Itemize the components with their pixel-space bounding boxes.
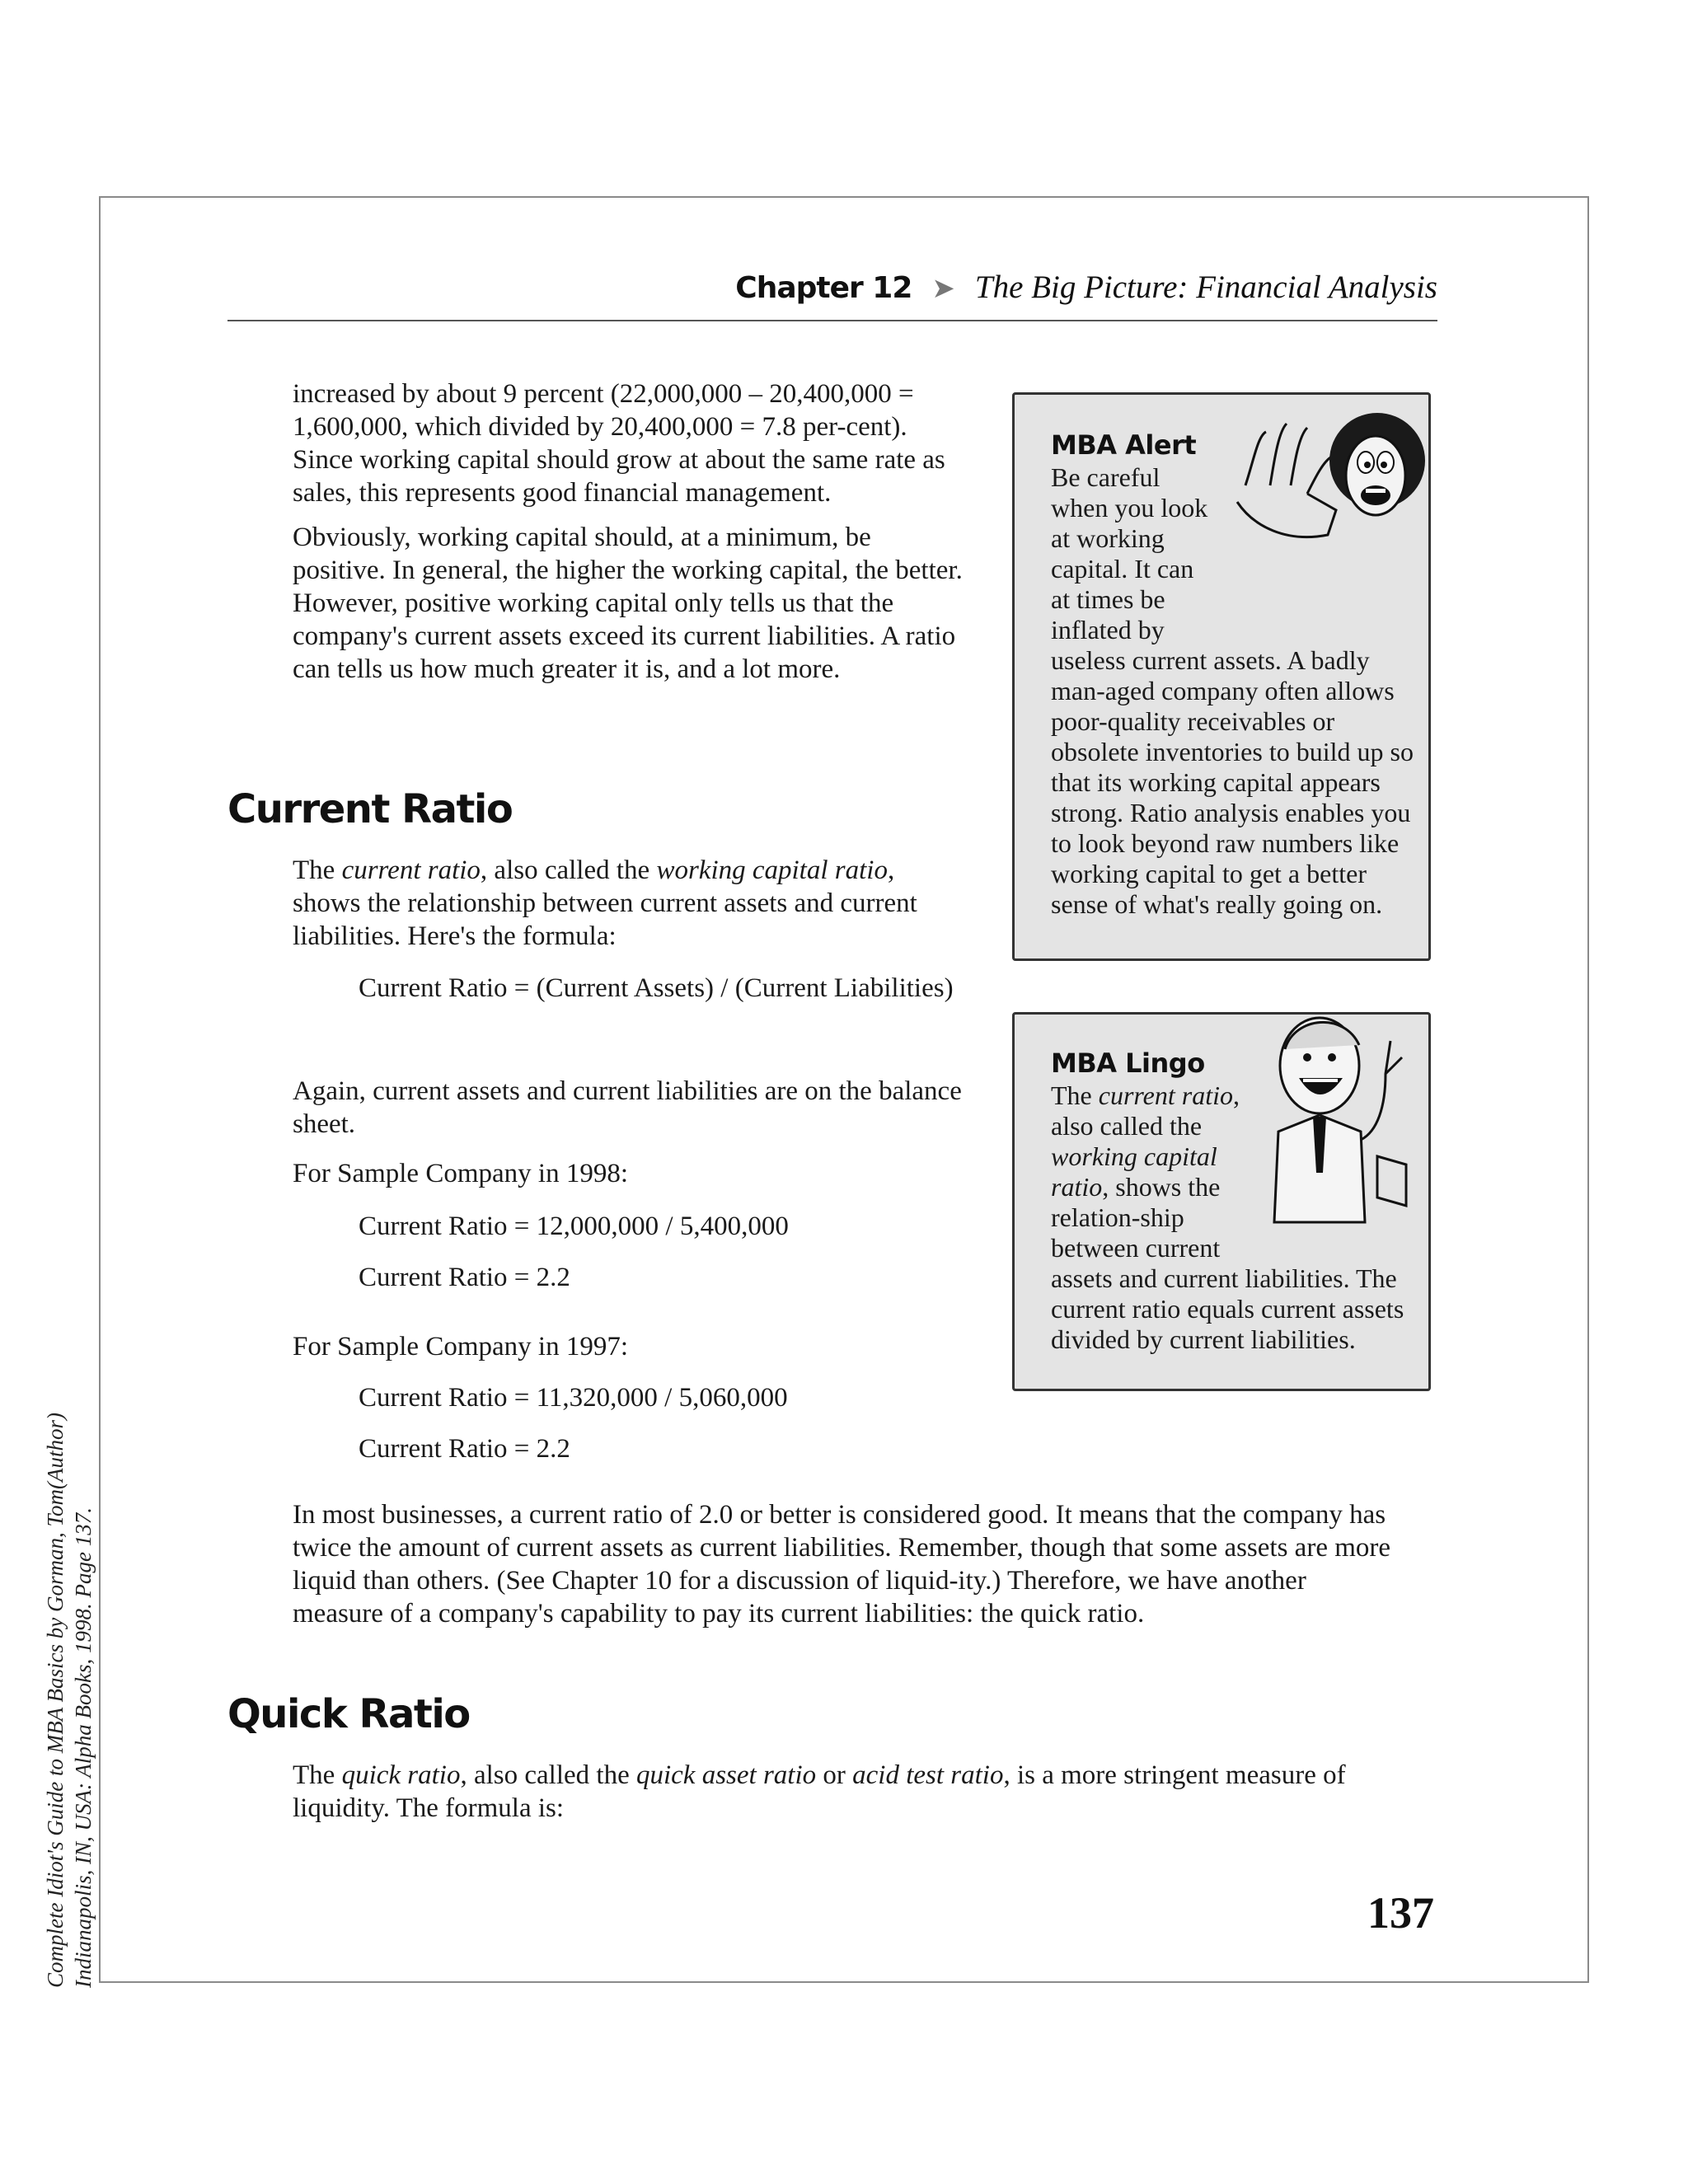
cartoon-spacer xyxy=(1257,1080,1422,1245)
sidebar-text-alert xyxy=(1051,462,1414,920)
side-citation xyxy=(41,1361,97,1988)
sidebar-title-lingo: MBA Lingo xyxy=(1051,1047,1205,1079)
heading-current-ratio: Current Ratio xyxy=(227,786,513,832)
paragraph-working-capital-growth: increased by about 9 percent (22,000,000 – 20,400,000 = 1,600,000, which divided by 20,400,000 = 7.8 per-cent). Since working capital should grow at about the same rate as sales, this represents good financial management. xyxy=(293,379,945,508)
text-run: The xyxy=(1051,1080,1099,1110)
paragraph-current-ratio-intro xyxy=(293,854,944,953)
header-rule xyxy=(227,320,1437,321)
text-run: , also called the xyxy=(480,855,657,885)
chapter-title: The Big Picture: Financial Analysis xyxy=(974,269,1437,305)
citation-line-1: Complete Idiot's Guide to MBA Basics by Gorman, Tom(Author) xyxy=(43,1413,68,1988)
sidebar-text-lingo xyxy=(1051,1080,1422,1355)
paragraph-working-capital-positive: Obviously, working capital should, at a minimum, be positive. In general, the higher the working capital, the better. However, positive working capital only tells us that the company's current assets exceed its current liabilities. A ratio can tells us how much greater it is, and a lot more. xyxy=(293,523,963,684)
paragraph-most-businesses: In most businesses, a current ratio of 2.0 or better is considered good. It means that the company has twice the amount of current assets as current liabilities. Remember, though that some assets are more liquid than others. (See Chapter 10 for a discussion of liquid-ity.) Therefore, we have another measure of a company's capability to pay its current liabilities: the quick ratio. xyxy=(293,1500,1391,1629)
chapter-label: Chapter 12 xyxy=(735,271,912,305)
paragraph-quick-ratio-intro xyxy=(293,1759,1397,1825)
sidebar-title-alert: MBA Alert xyxy=(1051,429,1197,461)
result-1998: Current Ratio = 2.2 xyxy=(359,1263,570,1292)
formula-block xyxy=(359,971,954,1005)
term-working-capital-ratio: working capital ratio xyxy=(1051,1141,1217,1202)
term-acid-test-ratio: acid test ratio xyxy=(852,1760,1004,1790)
text-run: The xyxy=(293,855,342,885)
label-sample-1998: For Sample Company in 1998: xyxy=(293,1159,628,1188)
arrow-icon: ➤ xyxy=(931,272,955,305)
main-column-top xyxy=(293,377,968,686)
calc-1998: Current Ratio = 12,000,000 / 5,400,000 xyxy=(359,1212,789,1241)
sidebar-alert-body: Be careful when you look at working capital. It can at times be inflated by useless current assets. A badly man-aged company often allows poor-quality receivables or obsolete inventories to build up so that its working capital appears strong. Ratio analysis enables you to look beyond raw numbers like working capital to get a better sense of what's really going on. xyxy=(1051,462,1414,919)
text-run: or xyxy=(816,1760,853,1790)
cartoon-spacer xyxy=(1216,462,1414,644)
calc-1997: Current Ratio = 11,320,000 / 5,060,000 xyxy=(359,1383,788,1413)
term-quick-asset-ratio: quick asset ratio xyxy=(635,1760,817,1790)
text-run: , also called the xyxy=(1051,1080,1240,1141)
text-run: , is a more stringent measure of liquidity. The formula is: xyxy=(293,1760,1346,1823)
formula-current-ratio xyxy=(359,971,954,1005)
paragraph-again: Again, current assets and current liabilities are on the balance sheet. xyxy=(293,1076,962,1139)
page-number: 137 xyxy=(1367,1888,1434,1938)
text-run: , shows the relationship between current assets and current liabilities. Here's the formula: xyxy=(293,855,917,951)
sidebar-mba-alert xyxy=(1012,392,1431,961)
citation-line-2: Indianapolis, IN, USA: Alpha Books, 1998. Page 137. xyxy=(71,1507,96,1988)
text-run: The xyxy=(293,1760,342,1790)
heading-quick-ratio: Quick Ratio xyxy=(227,1691,470,1737)
result-1997: Current Ratio = 2.2 xyxy=(359,1434,570,1464)
label-sample-1997: For Sample Company in 1997: xyxy=(293,1332,628,1361)
term-quick-ratio: quick ratio xyxy=(341,1760,461,1790)
sidebar-mba-lingo xyxy=(1012,1012,1431,1391)
formula-text: Current Ratio = (Current Assets) / (Current Liabilities) xyxy=(359,973,954,1003)
term-working-capital-ratio: working capital ratio xyxy=(656,855,888,885)
term-current-ratio: current ratio xyxy=(1098,1080,1233,1110)
running-header xyxy=(227,269,1437,306)
text-run: , shows the relation-ship between current assets and current liabilities. The current ratio equals current assets divided by current liabilities. xyxy=(1051,1172,1404,1354)
text-run: , also called the xyxy=(460,1760,636,1790)
term-current-ratio: current ratio xyxy=(341,855,481,885)
